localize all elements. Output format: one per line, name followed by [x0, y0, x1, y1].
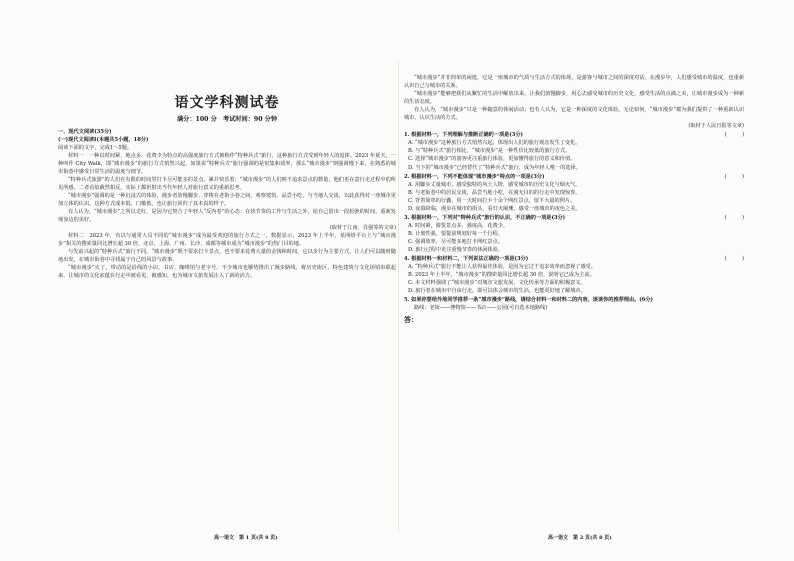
option: B. 计划性强，要提前规划好每一个行程。 [408, 230, 503, 237]
material-two-para-4: “城市漫步”并非简单的闲逛，它是一座城市的气质与生活方式的体现，是游客与城市之间的深度对话。在漫步中，人们感受城市的温度，也重新认识自己与城市的关系。 [404, 75, 744, 90]
answer-bracket[interactable]: ( ) [724, 214, 744, 221]
material-one-para-1: 材料一 一种以时间紧、地点多、花费少为特点的高强度旅行方式被称作“特种兵式”旅行，这种旅行方式受到年轻人的追捧。2023 年夏天，一种叫作 City Walk，即“城市漫步”的旅行方式悄然兴起，如果说“特种兵式”旅行强调的是密集和效率，那么“城市漫步”则强调慢下来，在熟悉的城市街巷中感受日常生活的温度与细节。 [58, 153, 396, 175]
exam-info: 满分：100 分 考试时间：90 分钟 [176, 116, 278, 123]
instruction: 阅读下面的文字，完成1～5题。 [58, 145, 133, 151]
option: D. 夜幕降临，漫步在城市的街头，看灯火阑珊，感受一座城市的夜色之美。 [408, 205, 581, 212]
right-page [404, 74, 744, 331]
material-two-source: (取材于人民日报等文章) [688, 123, 744, 130]
question-5-route: 路线：老街——博物馆——书店——公园(可自选本地路线) [414, 305, 548, 312]
option: C. 强调效率，尽可能多地打卡网红景点。 [408, 238, 503, 245]
option: C. 选择“城市漫步”的游客更注重旅行体验，更加懂得旅行的意义和价值。 [408, 156, 576, 163]
option: D. 旅行者在城市中自由行走，即可以体会城市的生活，也能更好地了解城市。 [408, 288, 586, 295]
option: B. 2023 年上半年，“城市漫步”的搜索量同比增长超 30 倍，说明它已成为主流。 [408, 272, 595, 279]
material-one-para-4: 有人认为，“城市漫步”之所以走红，是因为它契合了年轻人“反内卷”的心态：在快节奏的工作与生活之外，给自己留出一段松弛的时间，重新发现身边的美好。 [58, 209, 396, 223]
option: C. 本文材料强调了“城市漫步”对城市文旅发展、文化传承等方面的积极意义。 [408, 280, 586, 287]
option: A. 时间紧，游览景点多，强度高，花费少。 [408, 222, 508, 229]
footer-page-1: 高一语文 第 1 页(共 8 页) [214, 535, 278, 541]
material-two-para-3: “城市漫步”火了，带动的是沿线的小店、书店、咖啡馆与老字号，不少城市也顺势推出了漫步路线，将历史街区、特色建筑与文化场馆串联起来，让城市的文化底蕴在行走中被看见、被感知，也为城市文旅发展注入了新的活力。 [58, 265, 396, 279]
page-divider [398, 62, 399, 532]
material-two-para-6: 有人认为，“城市漫步”只是一种随意的休闲活动；也有人认为，它是一种深度的文化体验。无论如何，“城市漫步”都为我们提供了一种重新认识城市、认识生活的方式。 [404, 107, 744, 122]
option: D. 当下的“城市漫步”已经替代了“特种兵式”旅行，成为年轻人唯一的选择。 [408, 164, 581, 171]
material-one-para-2: “特种兵式旅游”的人们在有限的时间里打卡尽可能多的景点，累并快乐着；“城市漫步”的人们则不追求景点的数量，他们更在意行走过程中的所见所感。二者看似截然相反，实际上都折射出当代年轻人对旅行意义的重新思考。 [58, 177, 396, 191]
answer-bracket[interactable]: ( ) [724, 256, 744, 263]
option: B. 与“特种兵式”旅行相比，“城市漫步”是一种性价比较低的旅行方式。 [408, 148, 571, 155]
material-two-para-2: 与先前兴起的“特种兵式”旅行不同，“城市漫步”既不要求打卡景点，也不要求花费大量的金钱和时间，它以步行为主要方式，让人们可以随时随地出发，在城市街巷中寻找属于自己的风景与故事。 [58, 249, 396, 263]
option: A. “城市漫步”这种旅行方式悄然兴起，体现出人们的旅行观念发生了变化。 [408, 140, 581, 147]
answer-bracket[interactable]: ( ) [724, 132, 744, 139]
exam-title: 语文学科测试卷 [174, 95, 280, 111]
question-5: 5. 如果你要给外地同学推荐一条“城市漫步”路线，请结合材料一和材料二的内容，谈谈你的推荐理由。(6分) [404, 297, 653, 304]
material-one-source: (取材于江南，肖强等的文章) [329, 225, 396, 231]
question-1: 1. 根据材料一，下列理解与推断正确的一项是(3分) ( ) [404, 132, 744, 139]
material-one-para-3: “城市漫步”强调的是一种沉浸式的体验，漫步者放慢脚步，穿梭在老街小巷之间，观察建筑、品尝小吃、与当地人交谈，以此获得对一座城市更加立体的认识。这种方式成本低、门槛低，也让旅行回归了其本真的样子。 [58, 193, 396, 207]
answer-bracket[interactable]: ( ) [724, 173, 744, 180]
option: D. 旅行过程中更注重慢节奏的休闲体验。 [408, 246, 504, 253]
footer-page-2: 高一语文 第 2 页(共 8 页) [548, 535, 612, 541]
left-page [58, 128, 396, 280]
option: C. 背着简单的行囊，用一天时间打卡十余个网红景点，留下大量的照片。 [408, 197, 576, 204]
option: A. “特种兵式”旅行不能让人获得最佳体验，是因为它过于追求效率而忽视了感受。 [408, 264, 596, 271]
question-4: 4. 根据材料一和材料二，下列说法正确的一项是(3分) ( ) [404, 256, 744, 263]
subsection-heading: (一)现代文阅读Ⅰ(本题共5小题，18分) [58, 137, 149, 143]
option: A. 用脚步丈量城市，感受独特的风土人情，感受城市的历史文化与烟火气。 [408, 181, 581, 188]
material-two-para-1: 材料二 2023 年，有以与通常人员不同的“城市漫步”成为最受欢迎的旅行方式之一。数据显示，2023 年上半年，某网络平台上与“城市漫步”相关的搜索量同比增长超 30 倍，北京、上海、广州、长沙、成都等城市成为“城市漫步”的热门目的地。 [58, 233, 396, 247]
question-3: 3. 根据材料一，下列对“特种兵式”旅行的认识，不正确的一项是(3分) ( ) [404, 214, 744, 221]
answer-label[interactable]: 答： [404, 315, 418, 325]
question-2: 2. 根据材料一，下列不能体现“城市漫步”特点的一项是(3分) ( ) [404, 173, 744, 180]
option: B. 与老街巷中的居民交谈，品尝当地小吃，在漫无目的的行走中发现惊喜。 [408, 189, 581, 196]
material-two-para-5: “城市漫步”能够把我们从繁忙的生活中解放出来，让我们放慢脚步，用心去感受城市的历史文化，感受生活的点滴之美，让城市漫步成为一种新的生活态度。 [404, 91, 744, 106]
section-heading: 一、现代文阅读(35分) [58, 129, 112, 135]
